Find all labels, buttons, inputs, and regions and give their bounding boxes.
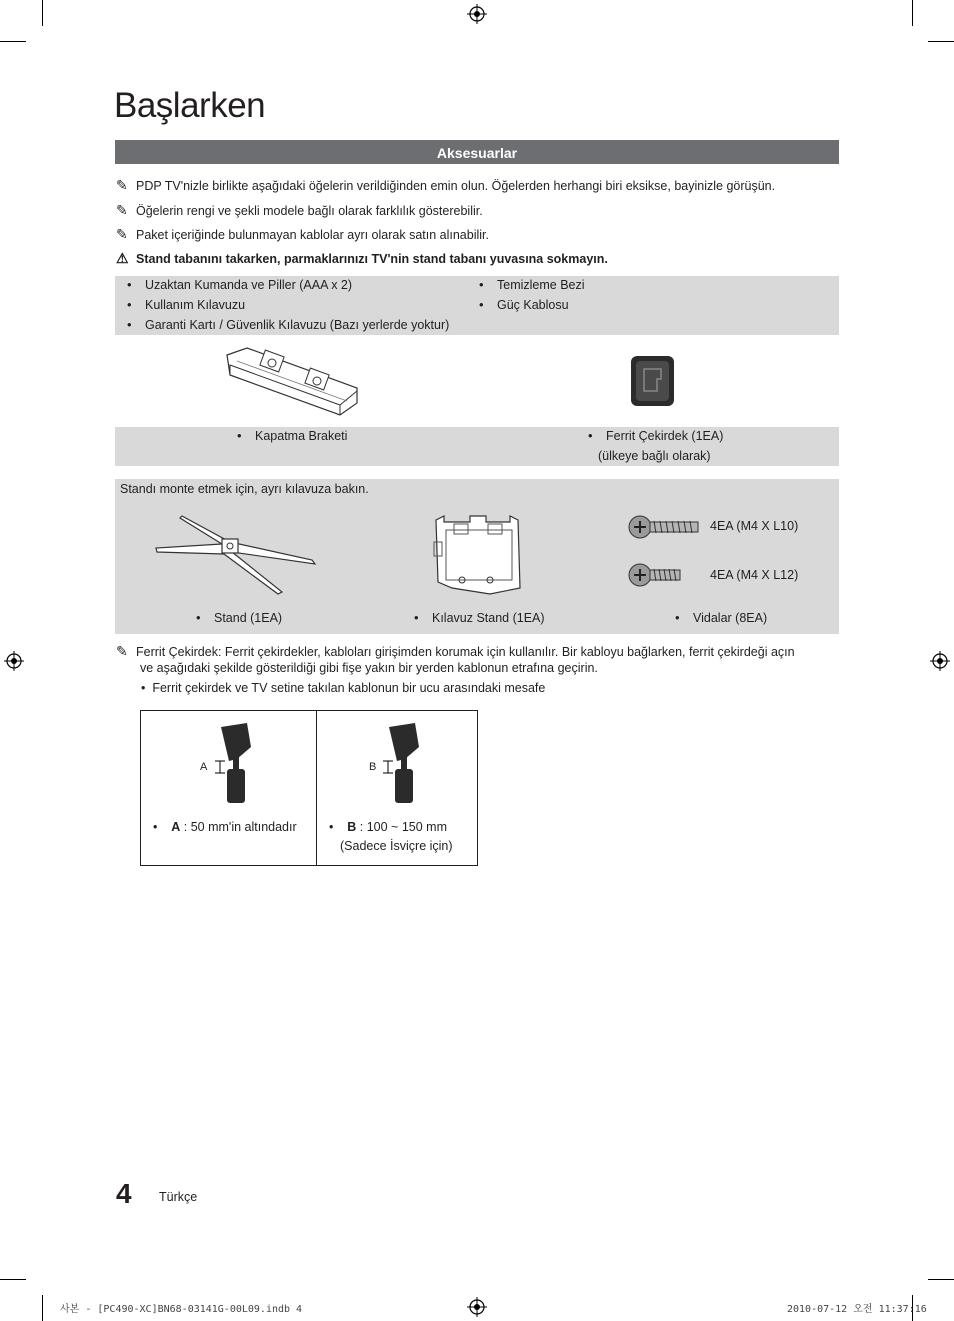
distance-b-sub: (Sadece İsviçre için) xyxy=(340,839,453,853)
ferrite-label: • Ferrit Çekirdek (1EA) xyxy=(606,429,723,443)
warning-note: ⚠ Stand tabanını takarken, parmaklarınızı TV'nin stand tabanı yuvasına sokmayın. xyxy=(116,250,608,266)
screw-l10-icon xyxy=(628,510,700,544)
list-item: • Kullanım Kılavuzu xyxy=(145,298,245,312)
list-item: • Uzaktan Kumanda ve Piller (AAA x 2) xyxy=(145,278,352,292)
cover-bracket-image xyxy=(222,343,362,423)
bracket-label: • Kapatma Braketi xyxy=(255,429,347,443)
pencil-note-icon: ✎ xyxy=(116,177,128,193)
cable-ferrite-a-image xyxy=(199,721,259,807)
pencil-note-icon: ✎ xyxy=(116,202,128,218)
footer-timestamp: 2010-07-12 오전 11:37:16 xyxy=(787,1304,927,1315)
warning-triangle-icon: ⚠ xyxy=(116,250,129,266)
guide-stand-label: • Kılavuz Stand (1EA) xyxy=(432,611,545,625)
distance-b: • B : 100 ~ 150 mm xyxy=(329,820,447,834)
list-item: • Temizleme Bezi xyxy=(497,278,585,292)
stand-note: Standı monte etmek için, ayrı kılavuza bakın. xyxy=(120,482,369,496)
section-header: Aksesuarlar xyxy=(115,140,839,164)
registration-mark-icon xyxy=(467,4,487,24)
distance-a: • A : 50 mm'in altındadır xyxy=(153,820,297,834)
guide-stand-image xyxy=(430,512,525,596)
note-1: ✎ PDP TV'nizle birlikte aşağıdaki öğelerin verildiğinden emin olun. Öğelerden herhangi biri eksikse, bayinizle görüşün. xyxy=(116,177,776,193)
screw-l12-icon xyxy=(628,558,683,592)
footer-file-info: 사본 - [PC490-XC]BN68-03141G-00L09.indb 4 xyxy=(60,1304,303,1315)
stand-label: • Stand (1EA) xyxy=(214,611,282,625)
language-label: Türkçe xyxy=(159,1190,198,1204)
registration-mark-icon xyxy=(4,651,24,671)
label-b: B xyxy=(369,761,377,773)
accessory-list xyxy=(115,276,839,335)
stand-image xyxy=(152,512,320,594)
pencil-note-icon: ✎ xyxy=(116,643,128,659)
ferrite-core-image xyxy=(630,355,675,407)
pencil-note-icon: ✎ xyxy=(116,226,128,242)
ferrite-note: ✎ Ferrit Çekirdek: Ferrit çekirdekler, kabloları girişimden korumak için kullanılır. Bir kabloyu bağlarken, ferrit çekirdeği açın ve aşağıdaki şekilde gösterildiği gibi fişe yakın bir yerden kablonun etrafına geçirin. xyxy=(116,643,795,675)
page-title: Başlarken xyxy=(114,86,266,125)
page-number: 4 xyxy=(116,1178,132,1209)
item-labels-row xyxy=(115,427,839,466)
ferrite-sub-bullet: • Ferrit çekirdek ve TV setine takılan kablonun bir ucu arasındaki mesafe xyxy=(141,681,546,695)
screw-spec-2: 4EA (M4 X L12) xyxy=(710,568,799,582)
note-2: ✎ Öğelerin rengi ve şekli modele bağlı olarak farklılık gösterebilir. xyxy=(116,202,483,218)
registration-mark-icon xyxy=(930,651,950,671)
registration-mark-icon xyxy=(467,1297,487,1317)
list-item: • Garanti Kartı / Güvenlik Kılavuzu (Bazı yerlerde yoktur) xyxy=(145,318,449,332)
screw-spec-1: 4EA (M4 X L10) xyxy=(710,519,799,533)
label-a: A xyxy=(200,761,208,773)
list-item: • Güç Kablosu xyxy=(497,298,569,312)
screws-label: • Vidalar (8EA) xyxy=(693,611,767,625)
note-3: ✎ Paket içeriğinde bulunmayan kablolar ayrı olarak satın alınabilir. xyxy=(116,226,489,242)
distance-table xyxy=(140,710,478,866)
ferrite-sub-label: (ülkeye bağlı olarak) xyxy=(598,449,711,463)
